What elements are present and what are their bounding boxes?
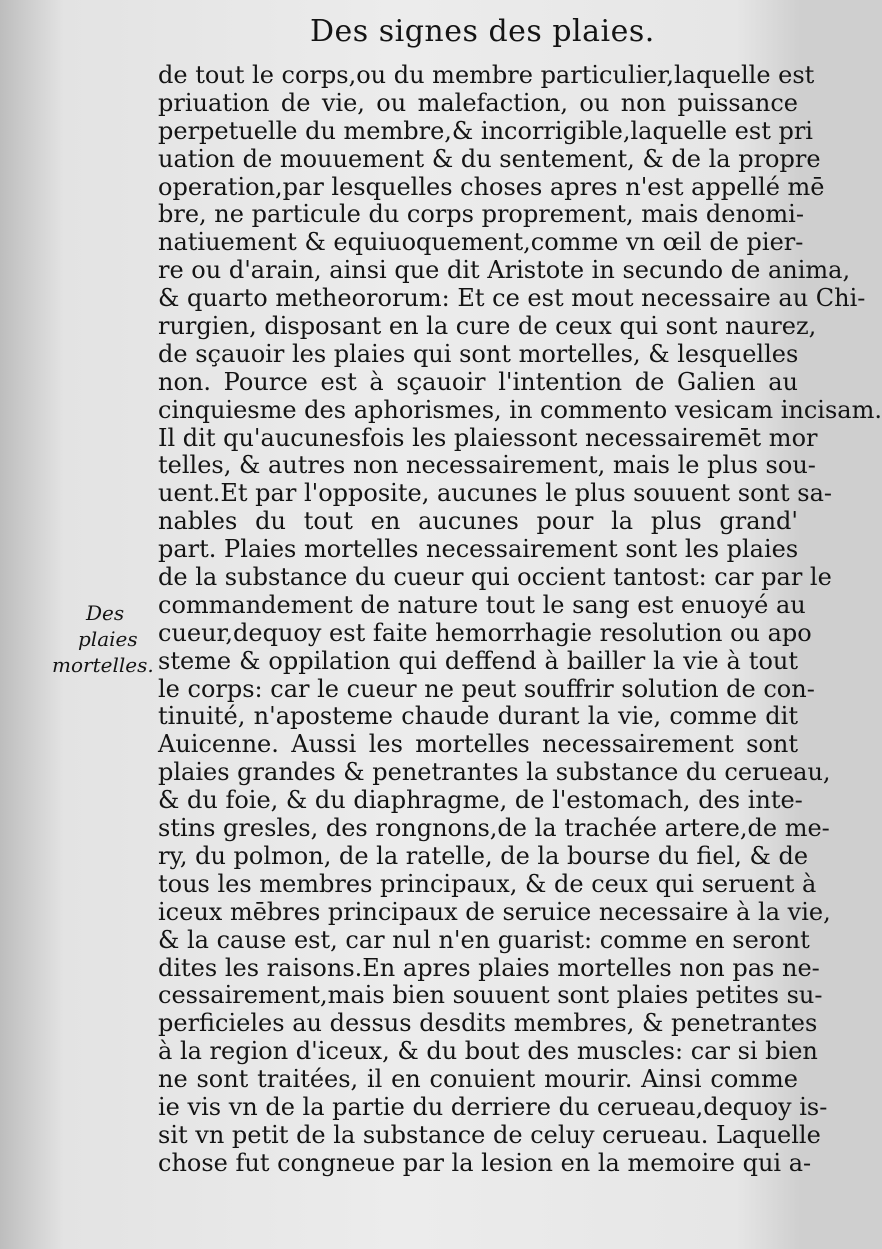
text-line: & la cause est, car nul n'en guarist: comme en seront (158, 925, 810, 954)
text-line: natiuement & equiuoquement,comme vn œil de pier- (158, 228, 804, 257)
margin-note-line: plaies (78, 627, 138, 651)
text-line: commandement de nature tout le sang est enuoyé au (158, 590, 806, 619)
text-line: uent.Et par l'opposite, aucunes le plus souuent sont sa- (158, 479, 833, 508)
text-line: cessairement,mais bien souuent sont plaies petites su- (158, 981, 823, 1010)
text-line: stins gresles, des rongnons,de la trachée artere,de me- (158, 814, 830, 843)
margin-note (50, 600, 154, 678)
text-line: de sçauoir les plaies qui sont mortelles, & lesquelles (158, 339, 799, 368)
text-line: perpetuelle du membre,& incorrigible,laquelle est pri (158, 116, 813, 145)
text-line: non. Pource est à sçauoir l'intention de Galien au (158, 367, 798, 396)
text-line: à la region d'iceux, & du bout des muscles: car si bien (158, 1037, 818, 1066)
text-line: cinquiesme des aphorismes, in commento vesicam incisam. (158, 395, 882, 424)
text-line: part. Plaies mortelles necessairement sont les plaies (158, 535, 799, 564)
text-line: le corps: car le cueur ne peut souffrir solution de con- (158, 674, 815, 703)
text-line: & du foie, & du diaphragme, de l'estomach, des inte- (158, 786, 803, 815)
text-line: ie vis vn de la partie du derriere du cerueau,dequoy is- (158, 1092, 828, 1121)
text-line: ne sont traitées, il en conuient mourir. Ainsi comme (158, 1065, 798, 1094)
margin-note-line: mortelles. (52, 653, 154, 677)
text-line: re ou d'arain, ainsi que dit Aristote in secundo de anima, (158, 256, 851, 285)
text-line: operation,par lesquelles choses apres n'est appellé mē (158, 172, 825, 201)
text-line: tinuité, n'aposteme chaude durant la vie, comme dit (158, 702, 798, 731)
text-line: de tout le corps,ou du membre particulier,laquelle est (158, 61, 815, 89)
text-line: ry, du polmon, de la ratelle, de la bourse du fiel, & de (158, 841, 809, 870)
text-line: rurgien, disposant en la cure de ceux qui sont naurez, (158, 312, 817, 341)
text-line: chose fut congneue par la lesion en la memoire qui a- (158, 1148, 812, 1177)
text-line: tous les membres principaux, & de ceux qui seruent à (158, 869, 817, 898)
text-line: plaies grandes & penetrantes la substance du cerueau, (158, 758, 831, 787)
text-line: iceux mēbres principaux de seruice necessaire à la vie, (158, 897, 831, 926)
text-line: de la substance du cueur qui occient tantost: car par le (158, 563, 832, 592)
text-line: nables du tout en aucunes pour la plus grand' (158, 507, 798, 536)
text-line: Auicenne. Aussi les mortelles necessairement sont (158, 730, 798, 759)
text-line: priuation de vie, ou malefaction, ou non puissance (158, 88, 798, 117)
text-line: & quarto metheororum: Et ce est mout necessaire au Chi- (158, 284, 866, 313)
text-line: steme & oppilation qui deffend à bailler la vie à tout (158, 646, 798, 675)
text-line: telles, & autres non necessairement, mais le plus sou- (158, 451, 816, 480)
text-line: cueur,dequoy est faite hemorrhagie resolution ou apo (158, 618, 812, 647)
body-text (158, 61, 882, 1178)
text-line: perficieles au dessus desdits membres, & penetrantes (158, 1009, 818, 1038)
text-line: sit vn petit de la substance de celuy cerueau. Laquelle (158, 1120, 821, 1149)
text-line: dites les raisons.En apres plaies mortelles non pas ne- (158, 953, 820, 982)
text-line: Il dit qu'aucunesfois les plaiessont necessairemēt mor (158, 423, 818, 452)
running-head: Des signes des plaies. (310, 14, 655, 49)
text-line: bre, ne particule du corps proprement, mais denomi- (158, 200, 804, 229)
text-line: uation de mouuement & du sentement, & de la propre (158, 144, 821, 173)
margin-note-line: Des (86, 601, 125, 625)
